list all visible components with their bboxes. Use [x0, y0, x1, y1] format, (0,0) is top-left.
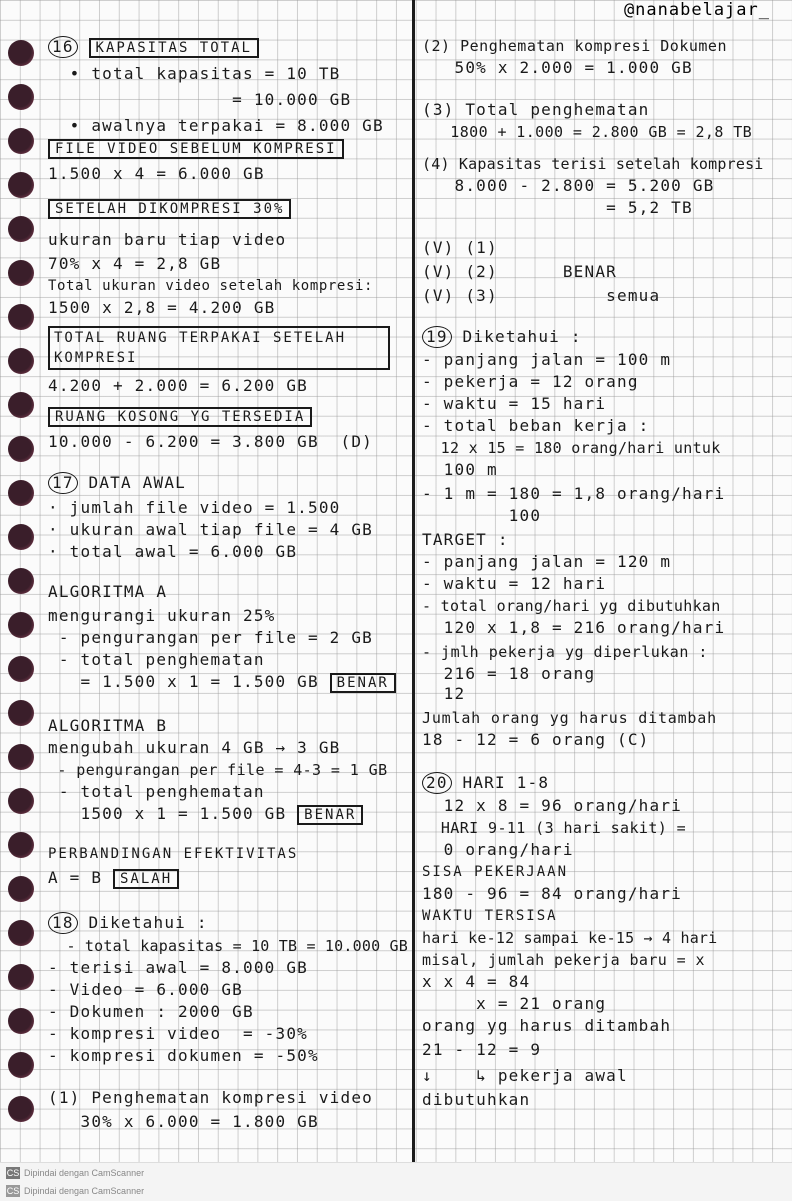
note-line: (2) Penghematan kompresi Dokumen [422, 37, 727, 55]
verdict-box: BENAR [330, 673, 396, 693]
verdict-box: SALAH [113, 869, 179, 889]
binding-hole [8, 172, 34, 198]
note-line: - total kapasitas = 10 TB = 10.000 GB [48, 937, 408, 955]
note-line: x = 21 orang [422, 994, 607, 1013]
boxed-heading: FILE VIDEO SEBELUM KOMPRESI [48, 139, 344, 159]
boxed-heading: KAPASITAS TOTAL [89, 38, 259, 58]
note-line: mengurangi ukuran 25% [48, 606, 276, 625]
note-line: - kompresi video = -30% [48, 1024, 308, 1043]
note-line: - pengurangan per file = 2 GB [48, 628, 373, 647]
note-line: - waktu = 15 hari [422, 394, 607, 413]
binding-hole [8, 392, 34, 418]
note-line: (V) (2) BENAR [422, 262, 617, 281]
note-line: 12 [422, 684, 466, 703]
note-line: HARI 9-11 (3 hari sakit) = [422, 819, 687, 837]
note-line: - jmlh pekerja yg diperlukan : [422, 643, 708, 661]
note-line: 8.000 - 2.800 = 5.200 GB [422, 176, 715, 195]
note-line-q19-heading [422, 326, 582, 348]
note-line-boxed [48, 326, 390, 370]
note-line-answer: 10.000 - 6.200 = 3.800 GB (D) [48, 432, 373, 451]
note-line: • total kapasitas = 10 TB [48, 64, 341, 83]
note-line: misal, jumlah pekerja baru = x [422, 951, 705, 969]
note-line: TARGET : [422, 530, 509, 549]
note-line-q16-heading [48, 36, 259, 58]
note-line: hari ke-12 sampai ke-15 → 4 hari [422, 929, 718, 947]
note-line: - 1 m = 180 = 1,8 orang/hari [422, 484, 726, 503]
note-line: PERBANDINGAN EFEKTIVITAS [48, 846, 299, 862]
note-line: 30% x 6.000 = 1.800 GB [48, 1112, 319, 1131]
scanner-watermark: Dipindai dengan CamScanner [24, 1186, 145, 1196]
note-line: 12 x 8 = 96 orang/hari [422, 796, 682, 815]
note-line-verdict [48, 804, 363, 825]
note-line: 180 - 96 = 84 orang/hari [422, 884, 682, 903]
note-line: • awalnya terpakai = 8.000 GB [48, 116, 384, 135]
note-line: 4.200 + 2.000 = 6.200 GB [48, 376, 308, 395]
binding-hole [8, 612, 34, 638]
note-line: 100 m [422, 460, 498, 479]
binding-hole [8, 436, 34, 462]
calculation-text: = 1.500 x 1 = 1.500 GB [48, 672, 319, 691]
author-handle: @nanabelajar_ [623, 0, 770, 20]
binding-hole [8, 788, 34, 814]
note-line: - total orang/hari yg dibutuhkan [422, 597, 721, 615]
note-line: - total beban kerja : [422, 416, 650, 435]
note-line-q20-heading [422, 772, 549, 794]
note-line-boxed [48, 138, 344, 159]
note-line: · total awal = 6.000 GB [48, 542, 298, 561]
note-line: ALGORITMA B [48, 716, 168, 735]
camscanner-logo-icon: CS [6, 1168, 20, 1178]
binding-hole [8, 1008, 34, 1034]
binding-hole [8, 1096, 34, 1122]
note-line: Total ukuran video setelah kompresi: [48, 278, 374, 294]
note-line: - pengurangan per file = 4-3 = 1 GB [48, 761, 388, 779]
note-line: 100 [422, 506, 542, 525]
note-line: ALGORITMA A [48, 582, 168, 601]
note-line: - panjang jalan = 100 m [422, 350, 672, 369]
calculation-text: A = B [48, 868, 113, 887]
note-line: (3) Total penghematan [422, 100, 650, 119]
binding-hole [8, 876, 34, 902]
question-number: 19 [422, 326, 452, 348]
camscanner-logo-icon: CS [6, 1186, 20, 1196]
note-line: x x 4 = 84 [422, 972, 531, 991]
note-line: ↓ ↳ pekerja awal [422, 1066, 628, 1085]
boxed-heading: TOTAL RUANG TERPAKAI SETELAH KOMPRESI [48, 326, 390, 370]
scanner-footer [0, 1162, 792, 1201]
question-number: 18 [48, 912, 78, 934]
binding-hole [8, 656, 34, 682]
note-line: WAKTU TERSISA [422, 908, 558, 924]
note-line-answer: 18 - 12 = 6 orang (C) [422, 730, 650, 749]
note-line: (V) (3) semua [422, 286, 661, 305]
binding-hole [8, 964, 34, 990]
note-line: (1) Penghematan kompresi video [48, 1088, 373, 1107]
binding-hole [8, 304, 34, 330]
note-line: 1800 + 1.000 = 2.800 GB = 2,8 TB [422, 123, 753, 141]
boxed-heading: SETELAH DIKOMPRESI 30% [48, 199, 291, 219]
binding-hole [8, 348, 34, 374]
note-line: (4) Kapasitas terisi setelah kompresi [422, 155, 764, 173]
spiral-binding [0, 0, 40, 1162]
scanner-watermark: Dipindai dengan CamScanner [24, 1168, 145, 1178]
note-line-boxed [48, 198, 291, 219]
binding-hole [8, 920, 34, 946]
boxed-heading: RUANG KOSONG YG TERSEDIA [48, 407, 312, 427]
note-line: = 10.000 GB [48, 90, 352, 109]
binding-hole [8, 128, 34, 154]
question-number: 16 [48, 36, 78, 58]
note-line: - waktu = 12 hari [422, 574, 607, 593]
note-line: - pekerja = 12 orang [422, 372, 639, 391]
note-line: Jumlah orang yg harus ditambah [422, 709, 717, 727]
section-heading: Diketahui : [88, 913, 208, 932]
note-line: - Dokumen : 2000 GB [48, 1002, 254, 1021]
note-line: mengubah ukuran 4 GB → 3 GB [48, 738, 341, 757]
section-heading: Diketahui : [462, 327, 582, 346]
note-line: - total penghematan [48, 650, 265, 669]
note-line-answer: 21 - 12 = 9 [422, 1040, 542, 1059]
note-line-boxed [48, 406, 312, 427]
binding-hole [8, 84, 34, 110]
note-line-q18-heading [48, 912, 208, 934]
section-heading: HARI 1-8 [462, 773, 550, 792]
note-line: SISA PEKERJAAN [422, 864, 569, 880]
binding-hole [8, 568, 34, 594]
note-line: 1.500 x 4 = 6.000 GB [48, 164, 265, 183]
note-line: - terisi awal = 8.000 GB [48, 958, 308, 977]
note-line: orang yg harus ditambah [422, 1016, 672, 1035]
column-divider [412, 0, 415, 1162]
binding-hole [8, 700, 34, 726]
note-line-verdict [48, 672, 396, 693]
note-line-verdict [48, 868, 179, 889]
binding-hole [8, 480, 34, 506]
binding-hole [8, 216, 34, 242]
note-line: 70% x 4 = 2,8 GB [48, 254, 222, 273]
binding-hole [8, 1052, 34, 1078]
note-line: ukuran baru tiap video [48, 230, 287, 249]
binding-hole [8, 524, 34, 550]
note-line: 1500 x 2,8 = 4.200 GB [48, 298, 276, 317]
binding-hole [8, 40, 34, 66]
note-line: - total penghematan [48, 782, 265, 801]
binding-hole [8, 832, 34, 858]
binding-hole [8, 744, 34, 770]
note-line: 50% x 2.000 = 1.000 GB [422, 58, 693, 77]
note-line-q17-heading [48, 472, 186, 494]
note-line: 12 x 15 = 180 orang/hari untuk [422, 439, 721, 457]
note-line: 120 x 1,8 = 216 orang/hari [422, 618, 726, 637]
calculation-text: 1500 x 1 = 1.500 GB [48, 804, 298, 823]
note-line: · ukuran awal tiap file = 4 GB [48, 520, 373, 539]
note-line: = 5,2 TB [422, 198, 693, 217]
note-line: 216 = 18 orang [422, 664, 596, 683]
question-number: 17 [48, 472, 78, 494]
note-line: dibutuhkan [422, 1090, 531, 1109]
note-line: (V) (1) [422, 238, 498, 257]
question-number: 20 [422, 772, 452, 794]
note-line: 0 orang/hari [422, 840, 574, 859]
verdict-box: BENAR [297, 805, 363, 825]
section-heading: DATA AWAL [88, 473, 187, 492]
binding-hole [8, 260, 34, 286]
note-line: - kompresi dokumen = -50% [48, 1046, 319, 1065]
note-line: - Video = 6.000 GB [48, 980, 243, 999]
note-line: - panjang jalan = 120 m [422, 552, 672, 571]
note-line: · jumlah file video = 1.500 [48, 498, 341, 517]
